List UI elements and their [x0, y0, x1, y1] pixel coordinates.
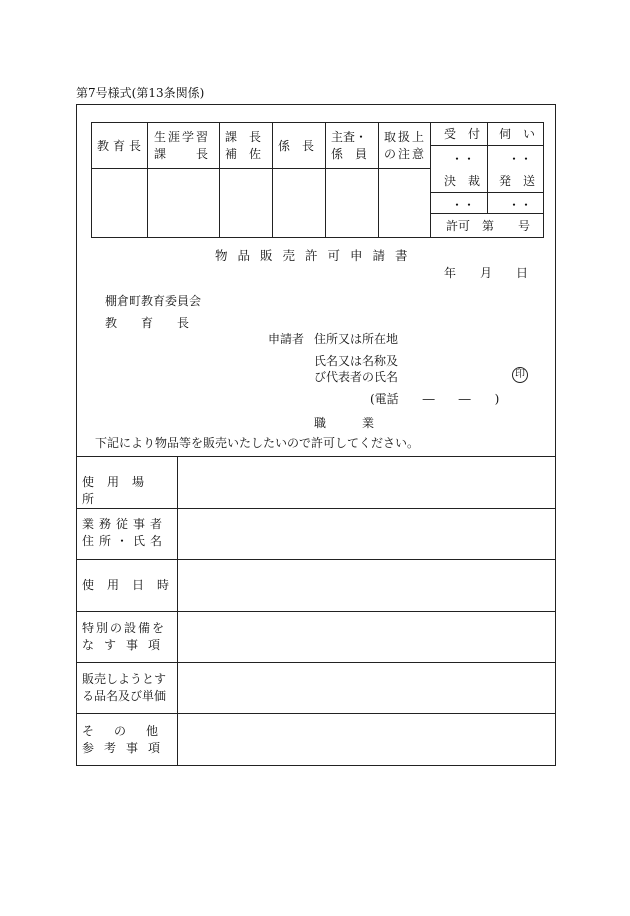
- recipient-org: 棚倉町教育委員会: [105, 294, 202, 308]
- row-label: 販売しようとす: [82, 672, 167, 686]
- header-lifelong-1: 生涯学習: [154, 130, 211, 144]
- inquiry-date-dots: ・・: [508, 152, 533, 166]
- row-label: 参考事項: [82, 741, 171, 755]
- applicant-name-2: び代表者の氏名: [314, 370, 399, 384]
- header-handling-1: 取扱上: [384, 130, 427, 144]
- row-label: 使用場所: [82, 475, 158, 506]
- applicant-name-1: 氏名又は名称及: [314, 354, 399, 368]
- row-label: 住所・氏名: [82, 534, 168, 548]
- seal-mark: 印: [512, 367, 528, 383]
- row-label: 特別の設備を: [82, 621, 167, 635]
- header-superintendent: 教育長: [97, 139, 146, 153]
- header-staff-1: 主査・: [331, 130, 368, 144]
- header-lifelong-2: 課 長: [154, 147, 211, 161]
- recipient-position: 教 育 長: [105, 316, 190, 330]
- row-label: その他: [82, 724, 179, 738]
- applicant-label: 申請者: [268, 332, 305, 346]
- receipt-dispatch: 発 送: [499, 174, 536, 188]
- statement: 下記により物品等を販売いたしたいので許可してください。: [95, 436, 420, 450]
- frame-bottom: [76, 765, 556, 766]
- row-label: 使用日時: [82, 578, 183, 592]
- row-label: る品名及び単価: [82, 689, 167, 703]
- header-handling-2: の注意: [384, 147, 427, 161]
- form-number: 第7号様式(第13条関係): [76, 86, 205, 100]
- document-title: 物品販売許可申請書: [215, 248, 418, 263]
- frame-right: [555, 104, 556, 766]
- applicant-occupation: 職 業: [314, 416, 375, 430]
- dispatch-date-dots: ・・: [508, 198, 533, 212]
- receipt-inquiry: 伺 い: [499, 127, 536, 141]
- row-label: 業務従事者: [82, 517, 168, 531]
- decision-date-dots: ・・: [451, 198, 476, 212]
- permit-number: 許可 第 号: [446, 219, 531, 233]
- header-deputy-1: 課 長: [225, 130, 262, 144]
- receipt-accept: 受 付: [444, 127, 481, 141]
- header-deputy-2: 補 佐: [225, 147, 262, 161]
- accept-date-dots: ・・: [451, 152, 476, 166]
- frame-left: [76, 104, 77, 766]
- applicant-address: 住所又は所在地: [314, 332, 399, 346]
- row-label: なす事項: [82, 638, 171, 652]
- applicant-phone: (電話 ― ― ): [370, 392, 500, 406]
- date-line: 年 月 日: [444, 266, 529, 280]
- header-chief: 係 長: [278, 139, 315, 153]
- header-staff-2: 係 員: [331, 147, 368, 161]
- receipt-decision: 決 裁: [444, 174, 481, 188]
- frame-top: [76, 104, 556, 105]
